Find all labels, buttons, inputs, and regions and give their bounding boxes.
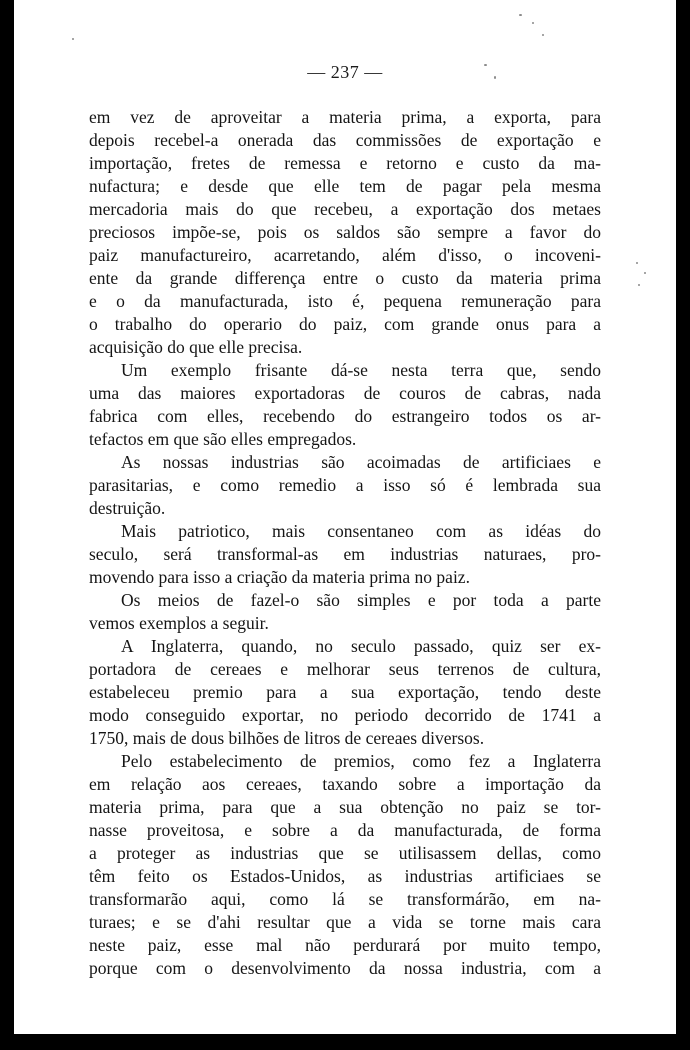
text-line: turaes; e se d'ahi resultar que a vida se torne mais cara [89, 912, 601, 932]
text-line: vemos exemplos a seguir. [89, 613, 269, 633]
scan-speck [542, 34, 544, 36]
text-line: Os meios de fazel-o são simples e por toda a parte [121, 590, 601, 610]
scan-speck [72, 38, 74, 40]
text-line: Pelo estabelecimento de premios, como fez a Inglaterra [121, 751, 601, 771]
text-line: em relação aos cereaes, taxando sobre a importação da [89, 774, 601, 794]
scan-speck [636, 262, 638, 264]
text-line: As nossas industrias são acoimadas de artificiaes e [121, 452, 601, 472]
text-line: portadora de cereaes e melhorar seus terrenos de cultura, [89, 659, 601, 679]
text-line: Mais patriotico, mais consentaneo com as idéas do [121, 521, 601, 541]
text-line: acquisição do que elle precisa. [89, 337, 303, 357]
text-line: nufactura; e desde que elle tem de pagar pela mesma [89, 176, 601, 196]
book-page [14, 0, 676, 1034]
text-line: uma das maiores exportadoras de couros de cabras, nada [89, 383, 601, 403]
text-line: seculo, será transformal-as em industrias naturaes, pro- [89, 544, 601, 564]
scan-speck [519, 14, 522, 16]
scan-speck [644, 272, 646, 274]
text-line: porque com o desenvolvimento da nossa industria, com a [89, 958, 601, 978]
text-line: tefactos em que são elles empregados. [89, 429, 357, 449]
text-line: fabrica com elles, recebendo do estrangeiro todos os ar- [89, 406, 601, 426]
text-line: em vez de aproveitar a materia prima, a exporta, para [89, 107, 601, 127]
text-line: movendo para isso a criação da materia prima no paiz. [89, 567, 470, 587]
text-line: destruição. [89, 498, 166, 518]
text-line: modo conseguido exportar, no periodo decorrido de 1741 a [89, 705, 601, 725]
page-number: — 237 — [307, 62, 383, 82]
text-line: parasitarias, e como remedio a isso só é lembrada sua [89, 475, 601, 495]
scan-speck [494, 76, 496, 79]
text-line: nasse proveitosa, e sobre a da manufacturada, de forma [89, 820, 601, 840]
scan-speck [532, 22, 534, 24]
text-line: 1750, mais de dous bilhões de litros de cereaes diversos. [89, 728, 485, 748]
text-line: o trabalho do operario do paiz, com grande onus para a [89, 314, 601, 334]
scan-speck [638, 284, 640, 286]
scan-speck [484, 64, 487, 66]
text-line: materia prima, para que a sua obtenção no paiz se tor- [89, 797, 601, 817]
text-line: A Inglaterra, quando, no seculo passado, quiz ser ex- [121, 636, 601, 656]
body-text [89, 106, 601, 980]
text-line: importação, fretes de remessa e retorno e custo da ma- [89, 153, 601, 173]
text-line: mercadoria mais do que recebeu, a exportação dos metaes [89, 199, 601, 219]
text-line: transformarão aqui, como lá se transformárão, em na- [89, 889, 601, 909]
text-line: Um exemplo frisante dá-se nesta terra que, sendo [121, 360, 601, 380]
text-line: preciosos impõe-se, pois os saldos são sempre a favor do [89, 222, 601, 242]
text-line: a proteger as industrias que se utilisassem dellas, como [89, 843, 601, 863]
text-line: neste paiz, esse mal não perdurará por muito tempo, [89, 935, 601, 955]
text-line: estabeleceu premio para a sua exportação, tendo deste [89, 682, 601, 702]
text-line: paiz manufactureiro, acarretando, além d'isso, o incoveni- [89, 245, 601, 265]
text-line: têm feito os Estados-Unidos, as industrias artificiaes se [89, 866, 601, 886]
text-line: depois recebel-a onerada das commissões de exportação e [89, 130, 601, 150]
text-line: e o da manufacturada, isto é, pequena remuneração para [89, 291, 601, 311]
text-line: ente da grande differença entre o custo da materia prima [89, 268, 601, 288]
